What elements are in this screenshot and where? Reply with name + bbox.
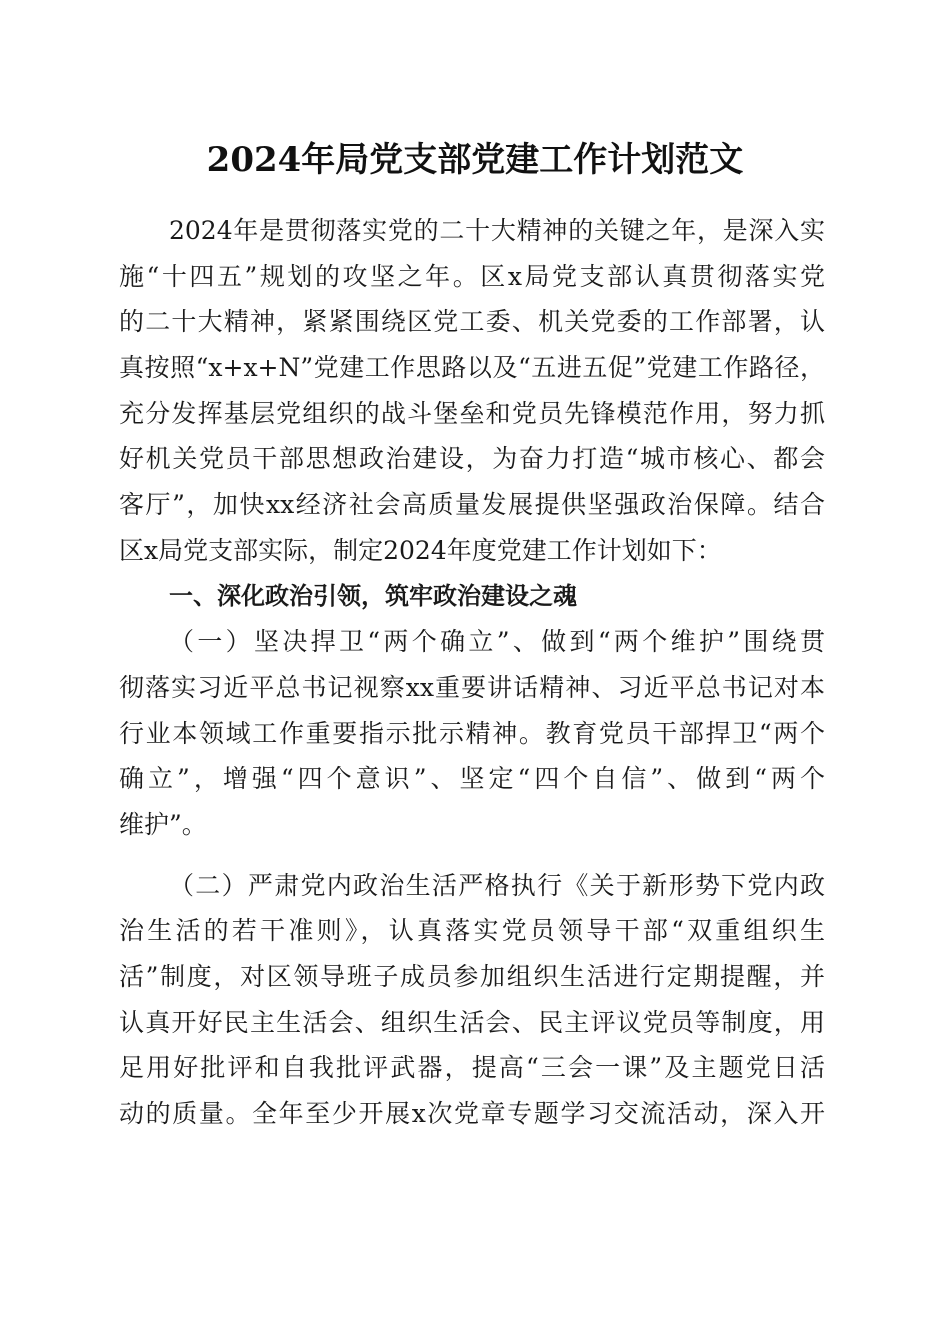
paragraph-line: 彻落实习近平总书记视察xx重要讲话精神、习近平总书记对本 [119, 672, 825, 702]
paragraph-line: 活”制度，对区领导班子成员参加组织生活进行定期提醒，并 [119, 962, 825, 991]
document-body [119, 208, 825, 1137]
paragraph-line: 行业本领域工作重要指示批示精神。教育党员干部捍卫“两个 [119, 718, 825, 748]
paragraph-line: 区x局党支部实际，制定2024年度党建工作计划如下： [119, 535, 722, 565]
paragraph-gap [119, 848, 825, 863]
section-heading: 一、深化政治引领，筑牢政治建设之魂 [169, 581, 577, 610]
paragraph-line: 施“十四五”规划的攻坚之年。区x局党支部认真贯彻落实党 [119, 261, 825, 291]
paragraph-line: 足用好批评和自我批评武器，提高“三会一课”及主题党日活 [119, 1053, 825, 1083]
paragraph-line: 的二十大精神，紧紧围绕区党工委、机关党委的工作部署，认 [119, 307, 825, 337]
paragraph-line: 动的质量。全年至少开展x次党章专题学习交流活动，深入开 [119, 1099, 825, 1129]
paragraph-line: 2024年是贯彻落实党的二十大精神的关键之年，是深入实 [169, 216, 825, 245]
paragraph-line: 认真开好民主生活会、组织生活会、民主评议党员等制度，用 [119, 1007, 825, 1037]
paragraph-line: 维护”。 [119, 809, 207, 839]
paragraph-line: 好机关党员干部思想政治建设，为奋力打造“城市核心、都会 [119, 444, 825, 474]
page-title: 2024年局党支部党建工作计划范文 [206, 140, 744, 180]
paragraph-line: （二）严肃党内政治生活严格执行《关于新形势下党内政 [169, 870, 825, 900]
paragraph-line: 客厅”，加快xx经济社会高质量发展提供坚强政治保障。结合 [119, 490, 825, 520]
paragraph-line: （一）坚决捍卫“两个确立”、做到“两个维护”围绕贯 [169, 627, 825, 657]
paragraph-line: 真按照“x+x+N”党建工作思路以及“五进五促”党建工作路径， [119, 353, 825, 383]
paragraph-line: 充分发挥基层党组织的战斗堡垒和党员先锋模范作用，努力抓 [119, 398, 825, 428]
paragraph-line: 治生活的若干准则》，认真落实党员领导干部“双重组织生 [119, 916, 825, 946]
paragraph-line: 确立”，增强“四个意识”、坚定“四个自信”、做到“两个 [119, 764, 825, 794]
